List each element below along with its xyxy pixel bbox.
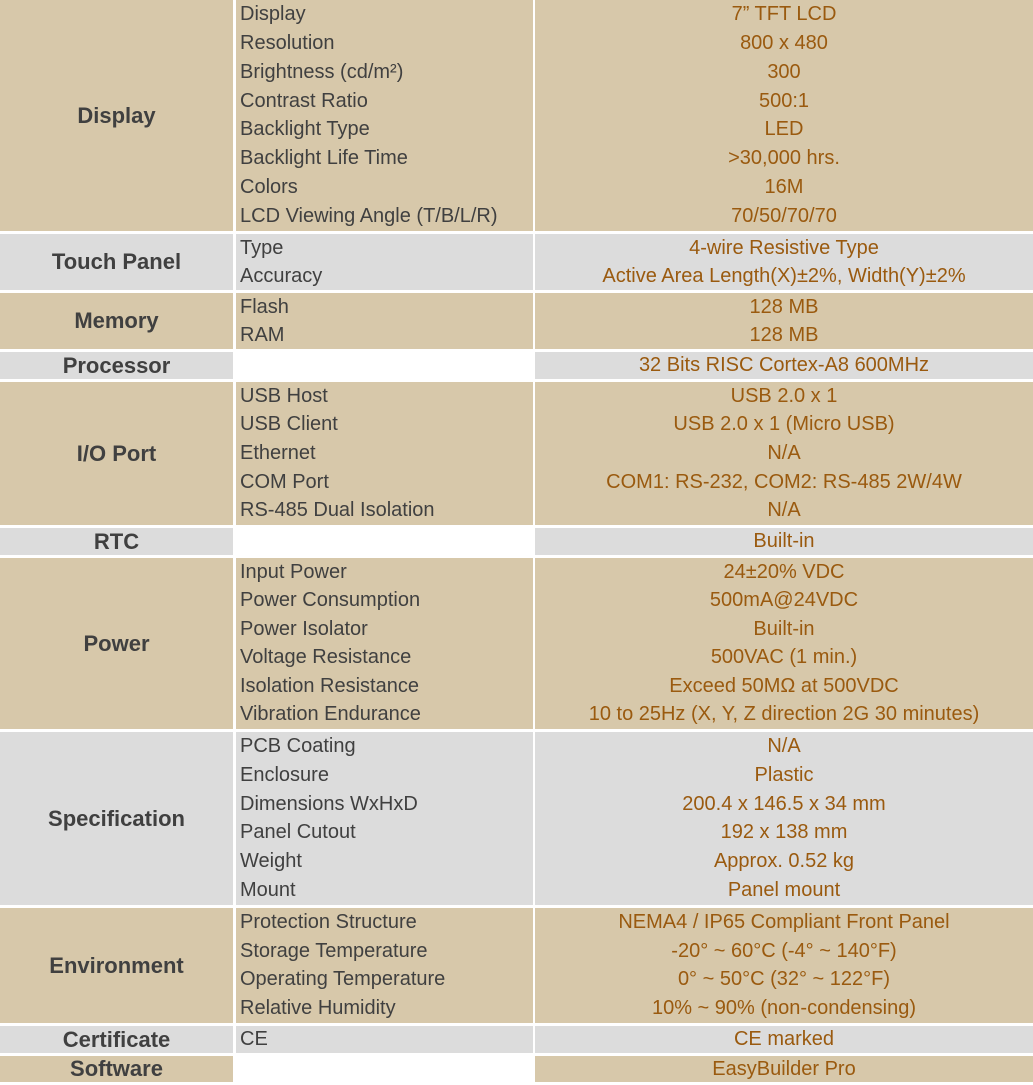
spec-value: 32 Bits RISC Cortex-A8 600MHz [638,354,930,376]
spec-group-software [0,1056,1033,1085]
spec-row [236,701,1033,730]
category-label: Display [0,0,236,231]
spec-label: Brightness (cd/m²) [236,58,535,87]
spec-row [236,0,1033,29]
spec-value: EasyBuilder Pro [712,1057,856,1080]
spec-label: Accuracy [236,262,535,290]
spec-value: 200.4 x 146.5 x 34 mm [682,792,886,815]
spec-label: Weight [236,847,535,876]
spec-value: Panel mount [727,879,841,902]
spec-value: LED [764,118,804,141]
spec-label: USB Host [236,382,535,411]
spec-value: 70/50/70/70 [731,205,837,228]
spec-label: USB Client [236,411,535,440]
spec-group-environment [0,908,1033,1026]
spec-value: USB 2.0 x 1 (Micro USB) [673,413,895,436]
spec-group-certificate [0,1026,1033,1056]
spec-value: 128 MB [749,323,819,346]
spec-value: 10% ~ 90% (non-condensing) [651,997,917,1020]
spec-label: Resolution [236,29,535,58]
spec-row [236,644,1033,673]
spec-row [236,29,1033,58]
spec-row [236,1026,1033,1053]
spec-label [236,352,535,379]
spec-label: Display [236,0,535,29]
spec-group-touch-panel [0,234,1033,293]
spec-label [236,1056,535,1082]
category-label: Software [0,1056,236,1082]
spec-row [236,615,1033,644]
spec-group-power [0,558,1033,732]
spec-row [236,937,1033,966]
spec-label: Isolation Resistance [236,672,535,701]
spec-value: 16M [764,176,804,199]
spec-label: Power Consumption [236,587,535,616]
spec-row [236,528,1033,555]
spec-value: 128 MB [749,295,819,318]
spec-row [236,966,1033,995]
spec-label: Backlight Type [236,116,535,145]
spec-value: N/A [767,499,801,522]
spec-row [236,116,1033,145]
spec-value: Built-in [753,530,815,552]
spec-row [236,587,1033,616]
spec-value: Approx. 0.52 kg [713,850,855,873]
spec-value: Plastic [754,763,814,786]
spec-value: NEMA4 / IP65 Compliant Front Panel [618,910,950,933]
spec-group-processor [0,352,1033,382]
spec-row [236,293,1033,321]
spec-value: COM1: RS-232, COM2: RS-485 2W/4W [606,470,962,493]
spec-value: Active Area Length(X)±2%, Width(Y)±2% [602,264,966,287]
spec-row [236,262,1033,290]
spec-group-display [0,0,1033,234]
spec-row [236,818,1033,847]
spec-value: 192 x 138 mm [720,821,848,844]
spec-label: Colors [236,173,535,202]
spec-label: Relative Humidity [236,994,535,1023]
spec-row [236,994,1033,1023]
spec-label: Input Power [236,558,535,587]
spec-value: 800 x 480 [740,31,828,54]
spec-label: Power Isolator [236,615,535,644]
spec-value: 4-wire Resistive Type [689,236,879,259]
spec-label: Voltage Resistance [236,644,535,673]
spec-label: RAM [236,321,535,349]
spec-row [236,908,1033,937]
spec-value: USB 2.0 x 1 [730,384,838,407]
spec-value: 0° ~ 50°C (32° ~ 122°F) [677,968,891,991]
spec-label: Operating Temperature [236,966,535,995]
spec-row [236,1056,1033,1082]
spec-value: Exceed 50MΩ at 500VDC [669,674,899,697]
spec-row [236,761,1033,790]
spec-value: 10 to 25Hz (X, Y, Z direction 2G 30 minutes) [588,703,980,726]
spec-value: N/A [767,734,801,757]
category-label: I/O Port [0,382,236,525]
category-label: Certificate [0,1026,236,1053]
spec-row [236,732,1033,761]
spec-row [236,234,1033,262]
spec-row [236,790,1033,819]
spec-label: Protection Structure [236,908,535,937]
spec-label: Type [236,234,535,262]
spec-row [236,496,1033,525]
category-label: Memory [0,293,236,349]
spec-row [236,876,1033,905]
spec-group-rtc [0,528,1033,558]
spec-value: -20° ~ 60°C (-4° ~ 140°F) [671,939,897,962]
spec-row [236,411,1033,440]
spec-value: Built-in [753,617,815,640]
spec-label: Backlight Life Time [236,144,535,173]
spec-label: Mount [236,876,535,905]
spec-row [236,321,1033,349]
spec-label: Contrast Ratio [236,87,535,116]
spec-row [236,202,1033,231]
spec-value: 300 [767,60,801,83]
spec-label: Flash [236,293,535,321]
spec-label: Storage Temperature [236,937,535,966]
spec-row [236,58,1033,87]
spec-row [236,173,1033,202]
spec-label: PCB Coating [236,732,535,761]
spec-row [236,439,1033,468]
spec-value: >30,000 hrs. [728,147,840,170]
spec-row [236,847,1033,876]
spec-label: Panel Cutout [236,818,535,847]
spec-row [236,468,1033,497]
spec-label: CE [236,1026,535,1053]
spec-label: LCD Viewing Angle (T/B/L/R) [236,202,535,231]
spec-label: COM Port [236,468,535,497]
spec-value: CE marked [733,1028,835,1050]
spec-row [236,558,1033,587]
spec-label: Dimensions WxHxD [236,790,535,819]
category-label: RTC [0,528,236,555]
spec-value: 500VAC (1 min.) [710,646,858,669]
spec-label: Ethernet [236,439,535,468]
spec-group-specification [0,732,1033,908]
spec-value: 500mA@24VDC [709,589,859,612]
spec-label: Vibration Endurance [236,701,535,730]
category-label: Processor [0,352,236,379]
spec-row [236,352,1033,379]
spec-value: 24±20% VDC [723,560,845,583]
spec-row [236,382,1033,411]
spec-label [236,528,535,555]
spec-row [236,144,1033,173]
category-label: Touch Panel [0,234,236,290]
spec-group-memory [0,293,1033,352]
spec-value: 500:1 [758,89,810,112]
spec-value: 7” TFT LCD [731,2,837,25]
category-label: Specification [0,732,236,905]
spec-row [236,672,1033,701]
spec-label: RS-485 Dual Isolation [236,496,535,525]
spec-value: N/A [767,441,801,464]
spec-row [236,87,1033,116]
spec-label: Enclosure [236,761,535,790]
spec-group-i-o-port [0,382,1033,528]
category-label: Environment [0,908,236,1023]
category-label: Power [0,558,236,729]
